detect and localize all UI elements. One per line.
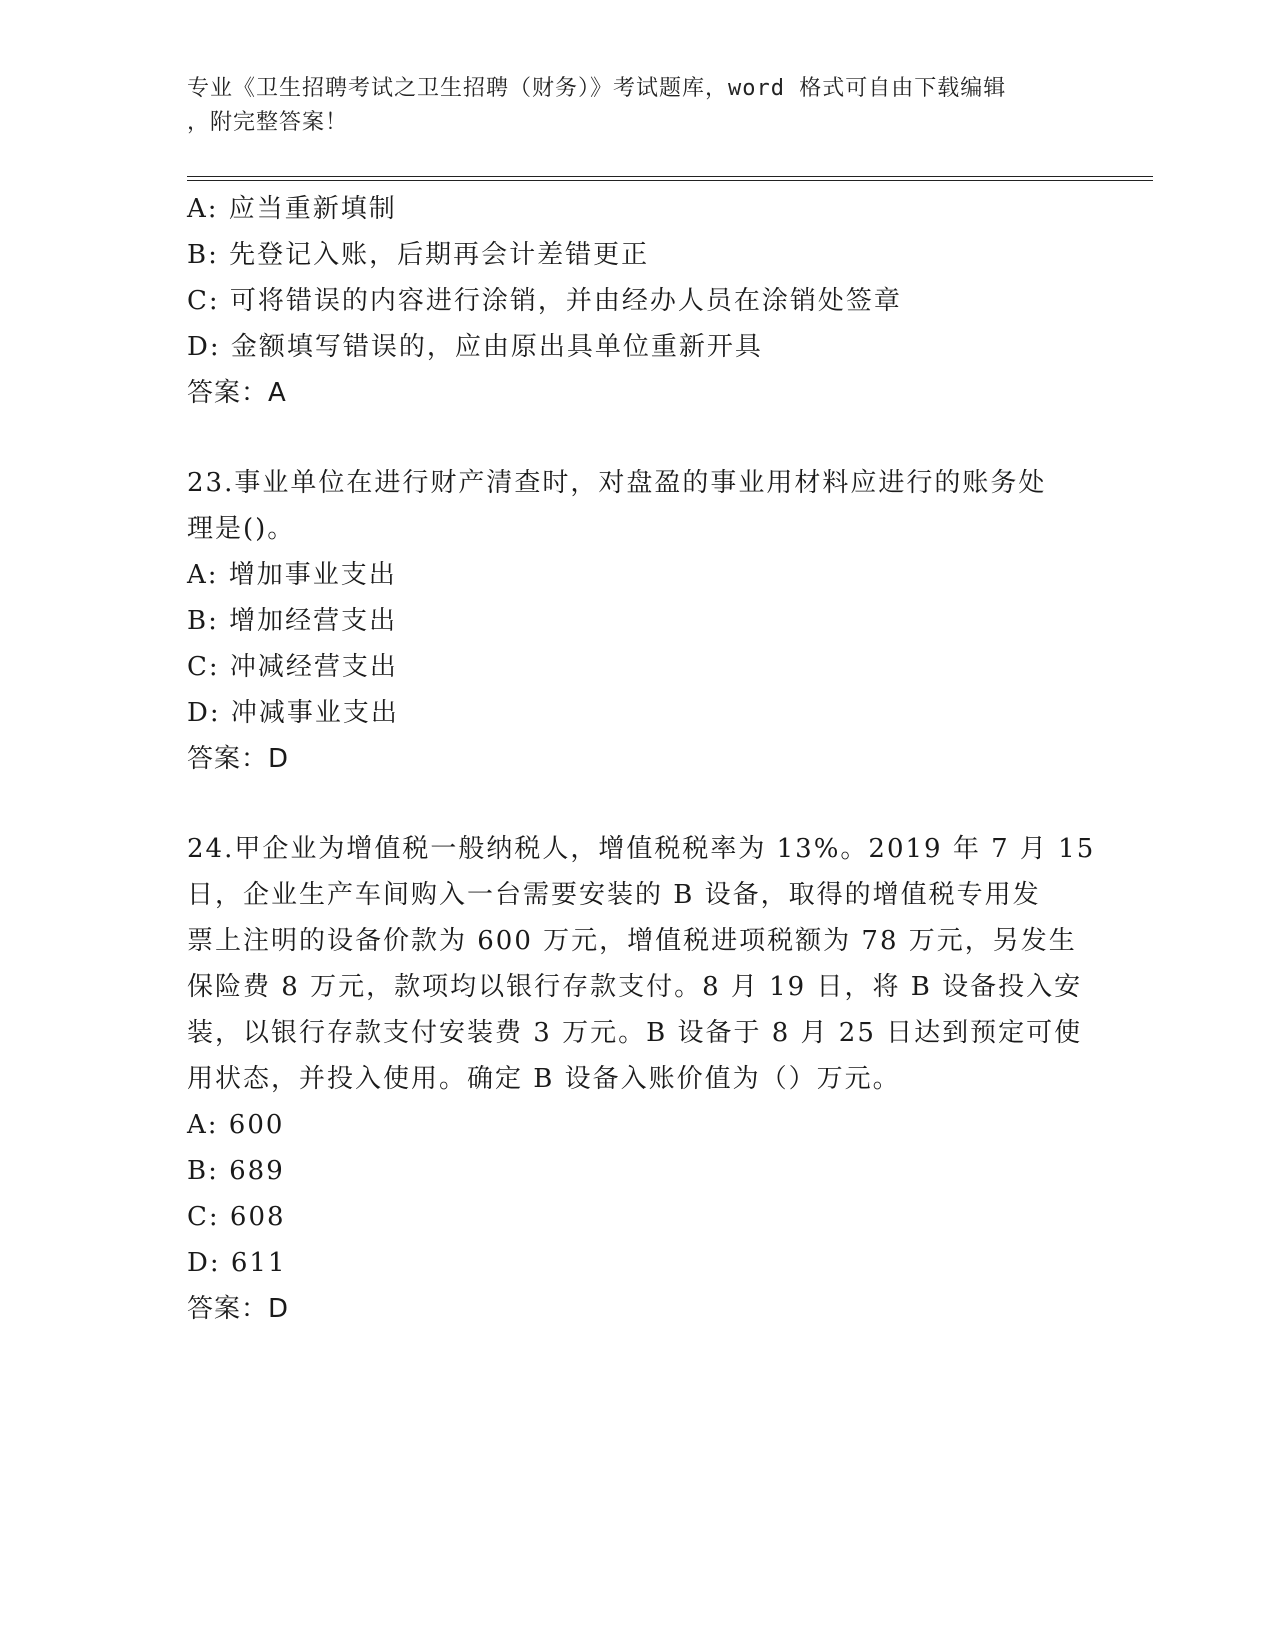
option-c: C: 冲减经营支出 (187, 652, 398, 682)
question-text-line: 23.事业单位在进行财产清查时，对盘盈的事业用材料应进行的账务处 (187, 468, 1047, 498)
question-22-options (187, 186, 1087, 416)
option-a: A: 600 (187, 1110, 285, 1140)
question-text-line: 票上注明的设备价款为 600 万元，增值税进项税额为 78 万元，另发生 (187, 926, 1077, 956)
option-b: B: 先登记入账，后期再会计差错更正 (187, 240, 650, 270)
option-d: D: 冲减事业支出 (187, 698, 399, 728)
question-text-line: 保险费 8 万元，款项均以银行存款支付。8 月 19 日，将 B 设备投入安 (187, 972, 1083, 1002)
option-a: A: 增加事业支出 (187, 560, 397, 590)
question-text-line: 装，以银行存款支付安装费 3 万元。B 设备于 8 月 25 日达到预定可使 (187, 1018, 1083, 1048)
question-text-line: 理是()。 (187, 514, 296, 544)
answer-line: 答案：D (187, 1294, 290, 1324)
option-b: B: 689 (187, 1156, 285, 1186)
page-header (187, 72, 1067, 140)
option-c: C: 608 (187, 1202, 286, 1232)
header-line-2: ，附完整答案！ (187, 110, 349, 135)
question-content (187, 186, 1096, 1332)
spacer (187, 782, 1087, 826)
header-line-1: 专业《卫生招聘考试之卫生招聘（财务）》考试题库，word 格式可自由下载编辑 (187, 76, 1007, 101)
option-b: B: 增加经营支出 (187, 606, 398, 636)
question-24 (187, 826, 1096, 1332)
option-c: C: 可将错误的内容进行涂销，并由经办人员在涂销处签章 (187, 286, 902, 316)
option-a: A: 应当重新填制 (187, 194, 397, 224)
answer-line: 答案：A (187, 378, 287, 408)
option-d: D: 611 (187, 1248, 287, 1278)
spacer (187, 416, 1087, 460)
question-text-line: 24.甲企业为增值税一般纳税人，增值税税率为 13%。2019 年 7 月 15 (187, 834, 1096, 864)
question-23 (187, 460, 1087, 782)
header-divider (187, 176, 1153, 181)
question-text-line: 日，企业生产车间购入一台需要安装的 B 设备，取得的增值税专用发 (187, 880, 1041, 910)
question-text-line: 用状态，并投入使用。确定 B 设备入账价值为（）万元。 (187, 1064, 901, 1094)
answer-line: 答案：D (187, 744, 290, 774)
option-d: D: 金额填写错误的，应由原出具单位重新开具 (187, 332, 763, 362)
